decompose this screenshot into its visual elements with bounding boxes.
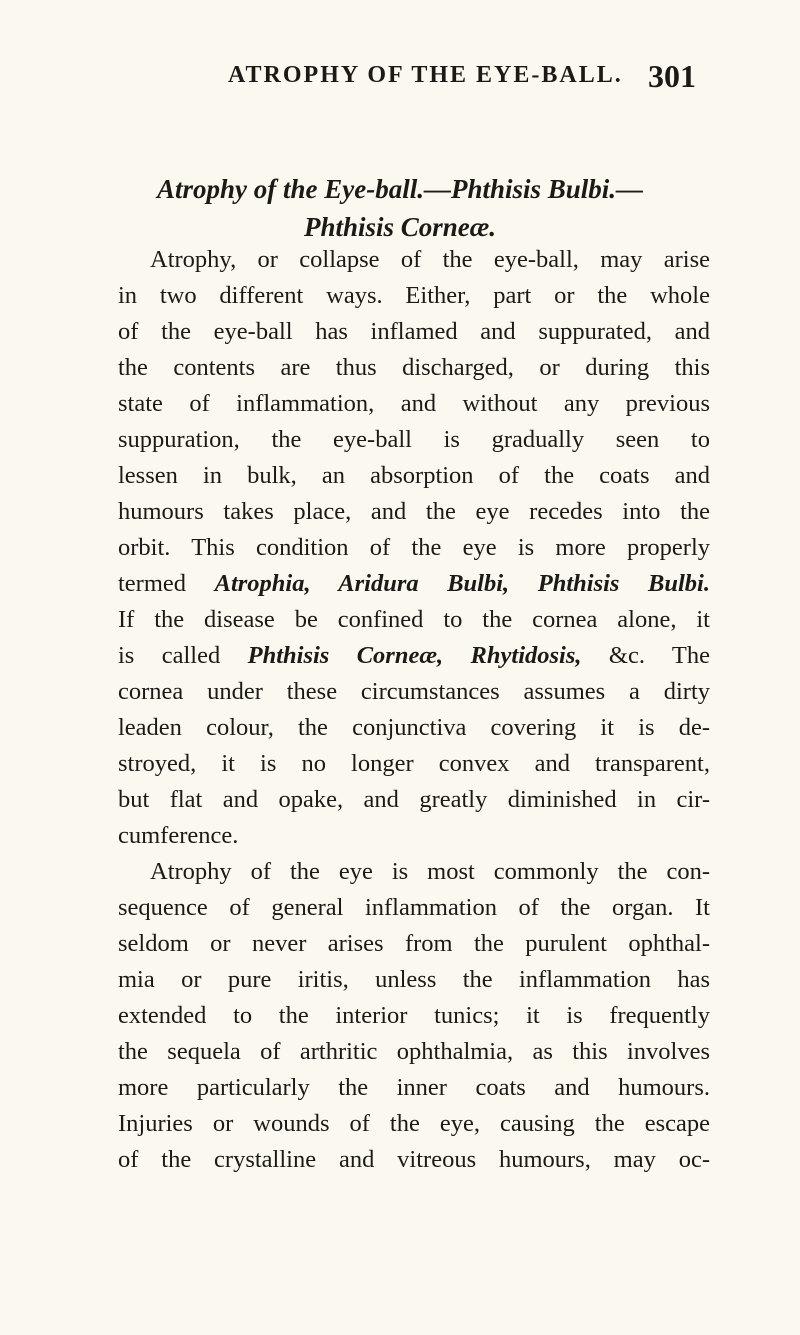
text-line: Injuries or wounds of the eye, causing the escape	[118, 1110, 710, 1137]
text-line: humours takes place, and the eye recedes into the	[118, 498, 710, 525]
text-line: state of inflammation, and without any previous	[118, 390, 710, 417]
text-line: more particularly the inner coats and humours.	[118, 1074, 710, 1101]
text-line: of the eye-ball has inflamed and suppurated, and	[118, 318, 710, 345]
text-line: Atrophy, or collapse of the eye-ball, may arise	[150, 246, 710, 273]
text-line: cornea under these circumstances assumes a dirty	[118, 678, 710, 705]
text-line: the sequela of arthritic ophthalmia, as this involves	[118, 1038, 710, 1065]
italic-term: Atrophia, Aridura Bulbi, Phthisis Bulbi.	[214, 570, 710, 597]
text-line: lessen in bulk, an absorption of the coats and	[118, 462, 710, 489]
text-line: extended to the interior tunics; it is frequently	[118, 1002, 710, 1029]
page-header	[0, 58, 800, 98]
text-line: but flat and opake, and greatly diminished in cir-	[118, 786, 710, 813]
text-line: in two different ways. Either, part or the whole	[118, 282, 710, 309]
text-line: If the disease be confined to the cornea alone, it	[118, 606, 710, 633]
text-line: orbit. This condition of the eye is more properly	[118, 534, 710, 561]
text-line: stroyed, it is no longer convex and transparent,	[118, 750, 710, 777]
text-run: is called	[118, 642, 248, 669]
text-line: the contents are thus discharged, or during this	[118, 354, 710, 381]
text-line: sequence of general inflammation of the organ. It	[118, 894, 710, 921]
text-line: mia or pure iritis, unless the inflammation has	[118, 966, 710, 993]
section-title-line-2: Phthisis Corneæ.	[303, 212, 497, 242]
section-title-line-1: Atrophy of the Eye-ball.—Phthisis Bulbi.—	[156, 174, 644, 204]
text-line: seldom or never arises from the purulent ophthal-	[118, 930, 710, 957]
text-line	[118, 566, 710, 602]
italic-term: Phthisis Corneæ, Rhytidosis,	[247, 642, 582, 669]
page-number: 301	[648, 58, 696, 94]
text-run: termed	[118, 570, 215, 597]
section-title	[0, 170, 800, 246]
text-line: of the crystalline and vitreous humours, may oc-	[118, 1146, 710, 1173]
text-line: suppuration, the eye-ball is gradually seen to	[118, 426, 710, 453]
text-line	[118, 638, 710, 674]
text-line: cumference.	[118, 822, 239, 849]
text-run: &c. The	[581, 642, 710, 669]
text-line: leaden colour, the conjunctiva covering it is de-	[118, 714, 710, 741]
running-head: ATROPHY OF THE EYE-BALL.	[228, 62, 623, 88]
text-line: Atrophy of the eye is most commonly the con-	[150, 858, 710, 885]
